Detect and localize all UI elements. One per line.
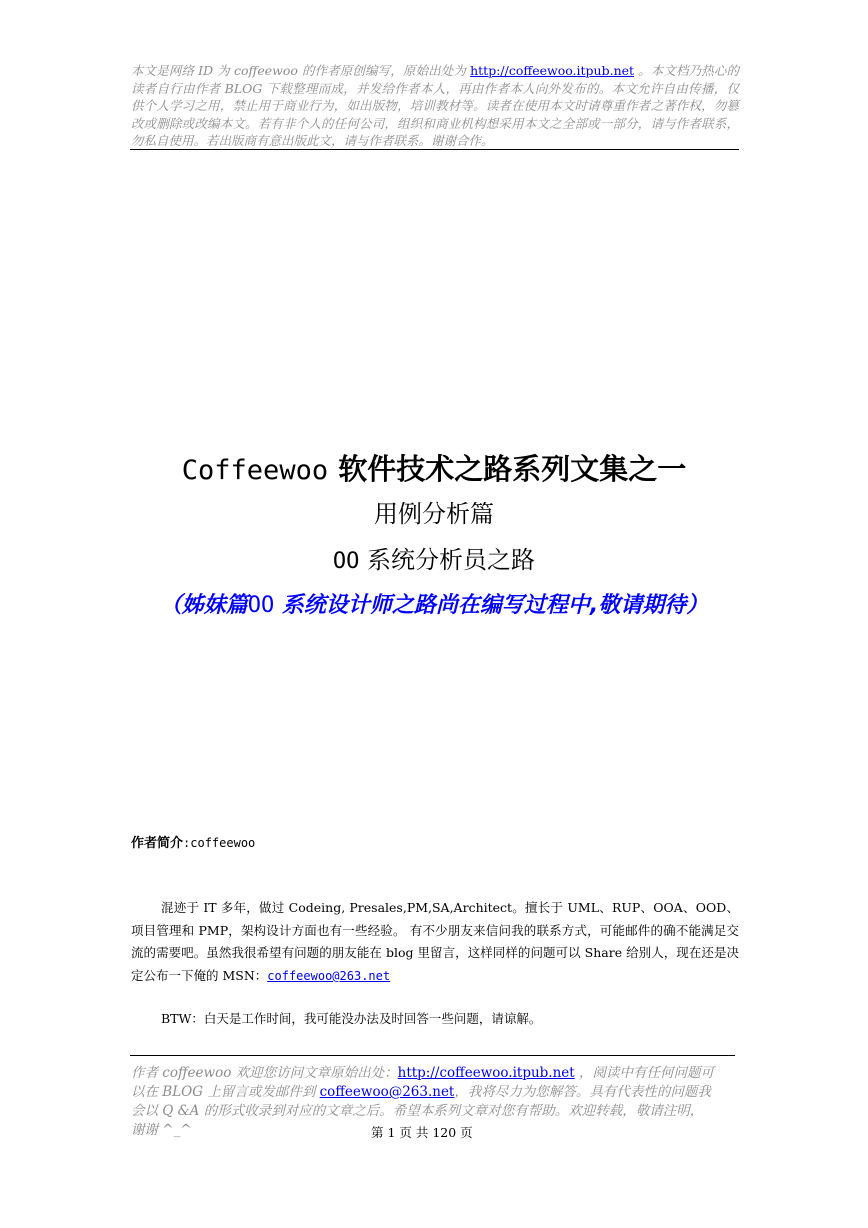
author-name: :coffeewoo [183,836,256,850]
subtitle-cjk: 系统分析员之路 [359,546,536,574]
note-rest: 系统设计师之路尚在编写过程中,敬请期待） [274,593,709,618]
footer-blog-link[interactable]: http://coffeewoo.itpub.net [397,1065,575,1081]
footer-text-3: ，我将尽力为您解答。具有代表性的问题我会以 Q &A 的形式收录到对应的文章之后。希望本系列文章对您有帮助。欢迎转载，敬请注明，谢谢 ^_^ [131,1084,711,1138]
footer-text-2: ，阅读中有任何问题可以在 BLOG 上留言或发邮件到 [131,1065,714,1100]
title-latin: Coffeewoo [181,455,329,486]
author-bio-text: 混迹于 IT 多年，做过 Codeing, Presales,PM,SA,Architect。擅长于 UML、RUP、OOA、OOD、项目管理和 PMP，架构设计方面也有一些经验。 有不少朋友来信问我的联系方式，可能邮件的确不能满足交流的需要吧。虽然我很希望有问题的朋友能在 blog 里留言，这样同样的问题可以 Share 给别人，现在还是决定公布一下俺的 MSN： [131,900,739,983]
author-label: 作者简介 [131,836,184,851]
footer-divider [130,1055,735,1056]
sister-volume-note [0,590,868,622]
title-cjk: 软件技术之路系列文集之一 [328,452,687,486]
subtitle-analyst [0,544,868,578]
note-latin: OO [247,593,275,618]
footer-email-link[interactable]: coffeewoo@263.net [319,1084,455,1100]
subtitle-use-case: 用例分析篇 [374,500,494,528]
footer-text-1: 作者 coffeewoo 欢迎您访问文章原始出处： [131,1065,398,1081]
header-divider [130,149,739,150]
btw-note: BTW：白天是工作时间，我可能没办法及时回答一些问题，请谅解。 [161,1011,542,1026]
author-bio [131,897,739,987]
msn-link[interactable]: coffeewoo@263.net [267,968,391,983]
author-heading [131,834,255,853]
copyright-notice-text: 本文是网络 ID 为 coffeewoo 的作者原创编写，原始出处为 [131,63,471,78]
subtitle-latin: OO [332,549,360,574]
source-link[interactable]: http://coffeewoo.itpub.net [470,63,635,78]
document-title [0,451,868,489]
copyright-notice-text-cont: 。本文档乃热心的读者自行由作者 BLOG 下载整理而成，并发给作者本人，再由作者本人向外发布的。本文允许自由传播，仅供个人学习之用，禁止用于商业行为，如出版物，培训教材等。读者在使用本文时请尊重作者之著作权，勿篡改或删除或改编本文。若有非个人的任何公司，组织和商业机构想采用本文之全部或一部分，请与作者联系，勿私自使用。若出版商有意出版此文，请与作者联系。谢谢合作。 [131,63,739,148]
note-open: （姊妹篇 [159,593,248,618]
page-number: 第 1 页 共 120 页 [371,1125,473,1140]
copyright-notice [131,62,739,150]
